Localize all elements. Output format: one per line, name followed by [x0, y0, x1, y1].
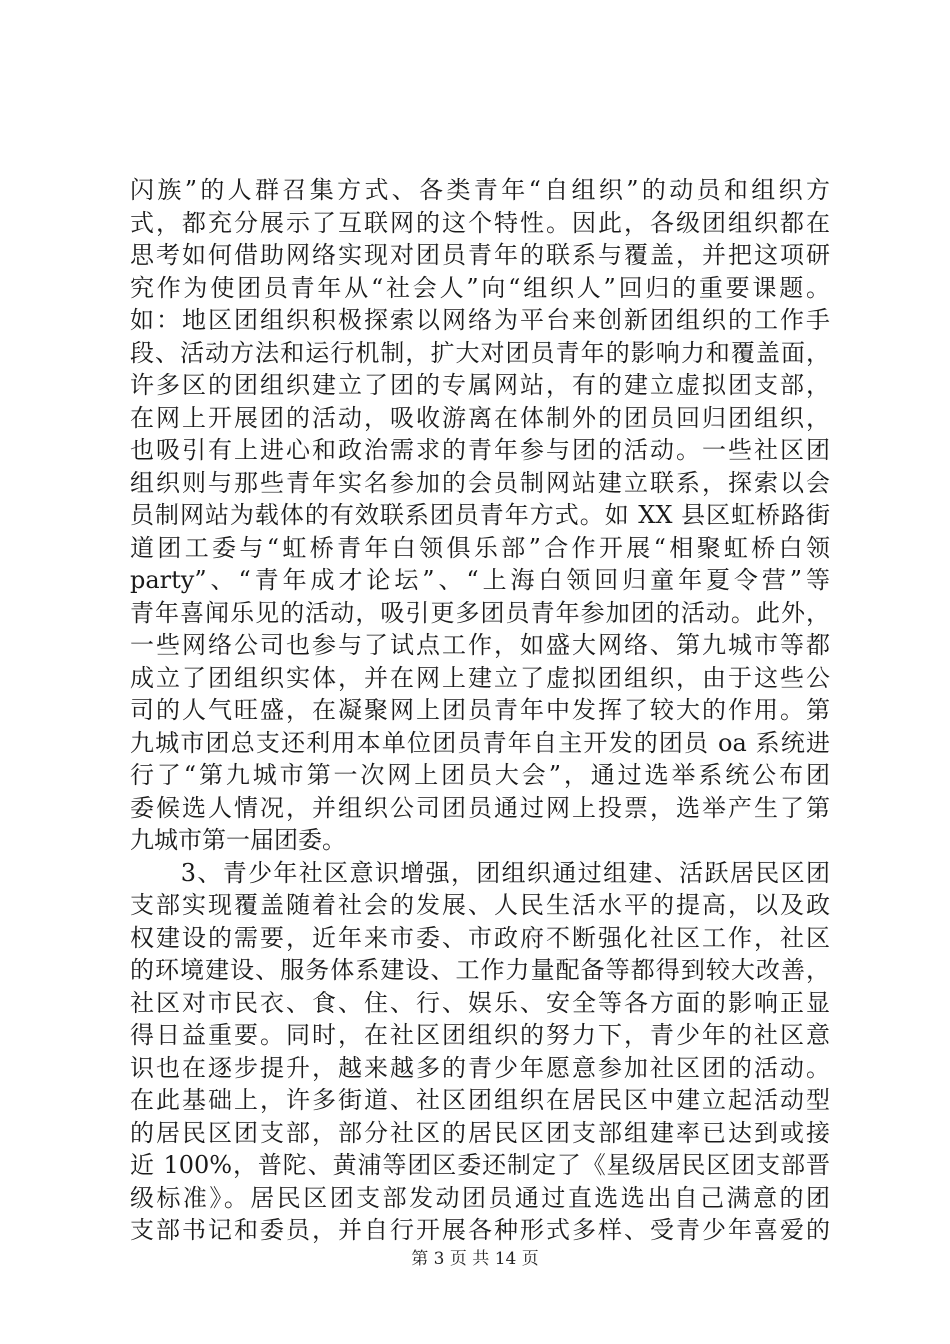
text-line: 思考如何借助网络实现对团员青年的联系与覆盖，并把这项研: [130, 241, 830, 269]
text-line: 在网上开展团的活动，吸收游离在体制外的团员回归团组织，: [130, 403, 830, 432]
text-line: 的环境建设、服务体系建设、工作力量配备等都得到较大改善，: [130, 956, 830, 984]
text-line: 九城市第一届团委。: [130, 826, 346, 854]
text-line: 委候选人情况，并组织公司团员通过网上投票，选举产生了第: [130, 793, 830, 822]
text-line: 段、活动方法和运行机制，扩大对团员青年的影响力和覆盖面，: [130, 338, 830, 367]
text-line: 3、青少年社区意识增强，团组织通过组建、活跃居民区团: [130, 858, 830, 887]
text-line: 许多区的团组织建立了团的专属网站，有的建立虚拟团支部，: [130, 371, 830, 399]
text-line: 九城市团总支还利用本单位团员青年自主开发的团员 oa 系统进: [130, 728, 830, 757]
text-line: 行了“第九城市第一次网上团员大会”，通过选举系统公布团: [130, 761, 830, 789]
text-line: 员制网站为载体的有效联系团员青年方式。如 XX 县区虹桥路街: [130, 501, 830, 529]
text-line: 近 100%，普陀、黄浦等团区委还制定了《星级居民区团支部晋: [130, 1151, 830, 1179]
text-line: 级标准》。居民区团支部发动团员通过直选选出自己满意的团: [130, 1183, 830, 1212]
text-line: 社区对市民衣、食、住、行、娱乐、安全等各方面的影响正显: [130, 988, 830, 1017]
text-line: 成立了团组织实体，并在网上建立了虚拟团组织，由于这些公: [130, 663, 830, 692]
text-line: 道团工委与“虹桥青年白领俱乐部”合作开展“相聚虹桥白领: [130, 533, 830, 562]
text-line: 一些网络公司也参与了试点工作，如盛大网络、第九城市等都: [130, 631, 830, 659]
text-line: 识也在逐步提升，越来越多的青少年愿意参加社区团的活动。: [130, 1053, 830, 1082]
body-text: [130, 174, 830, 1247]
text-line: 支部实现覆盖随着社会的发展、人民生活水平的提高，以及政: [130, 891, 830, 919]
text-line: 也吸引有上进心和政治需求的青年参与团的活动。一些社区团: [130, 436, 830, 464]
text-line: 究作为使团员青年从“社会人”向“组织人”回归的重要课题。: [130, 273, 830, 302]
text-line: 青年喜闻乐见的活动，吸引更多团员青年参加团的活动。此外，: [130, 598, 830, 627]
text-line: 权建设的需要，近年来市委、市政府不断强化社区工作，社区: [130, 923, 830, 952]
text-line: 得日益重要。同时，在社区团组织的努力下，青少年的社区意: [130, 1021, 830, 1049]
text-line: 式，都充分展示了互联网的这个特性。因此，各级团组织都在: [130, 208, 830, 237]
text-line: 组织则与那些青年实名参加的会员制网站建立联系，探索以会: [130, 468, 830, 497]
text-line: 如：地区团组织积极探索以网络为平台来创新团组织的工作手: [130, 306, 830, 334]
text-line: 在此基础上，许多街道、社区团组织在居民区中建立起活动型: [130, 1086, 830, 1114]
text-line: 支部书记和委员，并自行开展各种形式多样、受青少年喜爱的: [130, 1216, 830, 1244]
text-line: 闪族”的人群召集方式、各类青年“自组织”的动员和组织方: [130, 176, 830, 204]
text-line: party”、“青年成才论坛”、“上海白领回归童年夏令营”等: [130, 566, 830, 594]
text-line: 司的人气旺盛，在凝聚网上团员青年中发挥了较大的作用。第: [130, 696, 830, 724]
text-line: 的居民区团支部，部分社区的居民区团支部组建率已达到或接: [130, 1118, 830, 1147]
page-footer: 第 3 页 共 14 页: [411, 1249, 539, 1269]
